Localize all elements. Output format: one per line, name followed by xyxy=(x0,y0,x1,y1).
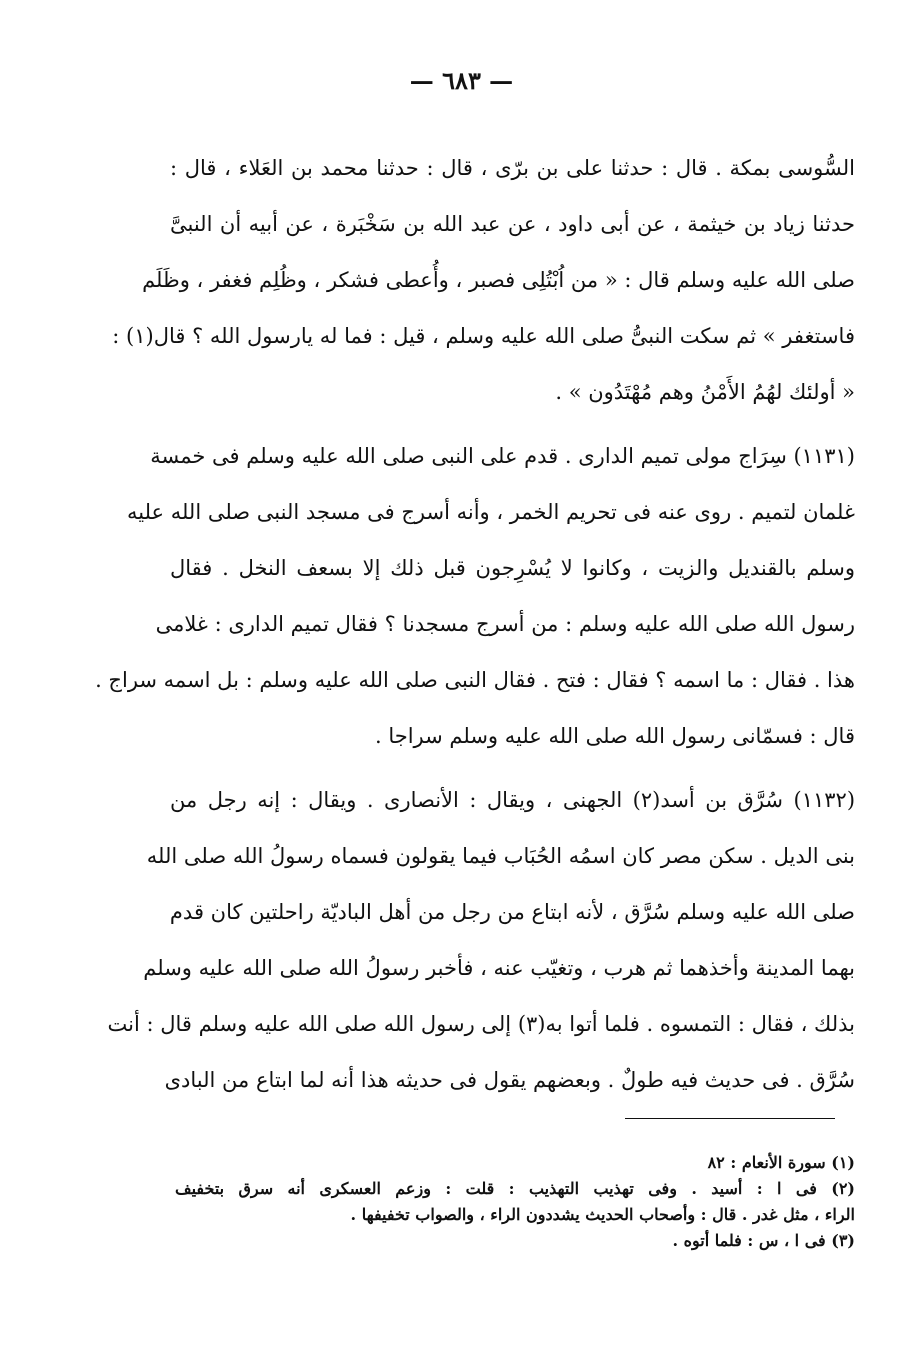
text-line: « أولئك لهُمُ الأَمْنُ وهم مُهْتَدُون » . xyxy=(555,380,855,404)
text-line: السُّوسى بمكة . قال : حدثنا على بن برّى ، قال : حدثنا محمد بن العَلاء ، قال : xyxy=(170,156,855,180)
footnote-3: (٣) فى ا ، س : فلما أتوه . xyxy=(672,1231,855,1250)
text-line: فاستغفر » ثم سكت النبىُّ صلى الله عليه وسلم ، قيل : فما له يارسول الله ؟ قال(١) : xyxy=(112,324,855,348)
text-line: وسلم بالقنديل والزيت ، وكانوا لا يُسْرِجون قبل ذلك إلا بسعف النخل . فقال xyxy=(170,556,855,580)
footnote-1: (١) سورة الأنعام : ٨٢ xyxy=(707,1153,855,1172)
text-line: هذا . فقال : ما اسمه ؟ فقال : فتح . فقال النبى صلى الله عليه وسلم : بل اسمه سراج . xyxy=(95,668,855,692)
text-line: بذلك ، فقال : التمسوه . فلما أتوا به(٣) إلى رسول الله صلى الله عليه وسلم قال : أنت xyxy=(107,1012,855,1036)
text-line: سُرَّق . فى حديث فيه طولٌ . وبعضهم يقول فى حديثه هذا أنه لما ابتاع من البادى xyxy=(164,1068,855,1092)
text-line: صلى الله عليه وسلم قال : « من اُبْتُلِى فصبر ، وأُعطى فشكر ، وظُلِم فغفر ، وظَلَم xyxy=(142,268,855,292)
text-line: رسول الله صلى الله عليه وسلم : من أسرج مسجدنا ؟ فقال تميم الدارى : غلامى xyxy=(155,612,855,636)
footnote-2-continued: الراء ، مثل غدر . قال : وأصحاب الحديث يشددون الراء ، والصواب تخفيفها . xyxy=(350,1205,855,1224)
text-line: (١١٣٢) سُرَّق بن أسد(٢) الجهنى ، ويقال : الأنصارى . ويقال : إنه رجل من xyxy=(170,788,856,812)
page-number: — ٦٨٣ — xyxy=(409,66,514,95)
text-line: (١١٣١) سِرَاج مولى تميم الدارى . قدم على النبى صلى الله عليه وسلم فى خمسة xyxy=(150,444,855,468)
text-line: قال : فسمّانى رسول الله صلى الله عليه وسلم سراجا . xyxy=(374,724,855,748)
footnotes xyxy=(175,1150,855,1254)
text-line: بنى الديل . سكن مصر كان اسمُه الحُبَاب فيما يقولون فسماه رسولُ الله صلى الله xyxy=(146,844,855,868)
paragraph-entry-1131 xyxy=(95,428,855,764)
text-line: صلى الله عليه وسلم سُرَّق ، لأنه ابتاع من رجل من أهل الباديّة راحلتين كان قدم xyxy=(169,900,855,924)
paragraph-intro xyxy=(112,140,855,420)
footnote-separator xyxy=(625,1118,835,1119)
text-line: بهما المدينة وأخذهما ثم هرب ، وتغيّب عنه ، فأخبر رسولُ الله صلى الله عليه وسلم xyxy=(143,956,855,980)
body-text xyxy=(95,140,856,1112)
text-line: حدثنا زياد بن خيثمة ، عن أبى داود ، عن عبد الله بن سَخْبَرة ، عن أبيه أن النبىَّ xyxy=(170,212,855,236)
text-line: غلمان لتميم . روى عنه فى تحريم الخمر ، وأنه أسرج فى مسجد النبى صلى الله عليه xyxy=(126,500,855,524)
footnote-2: (٢) فى ا : أسيد . وفى تهذيب التهذيب : قلت : وزعم العسكرى أنه سرق بتخفيف xyxy=(175,1179,855,1198)
paragraph-entry-1132 xyxy=(107,772,856,1108)
